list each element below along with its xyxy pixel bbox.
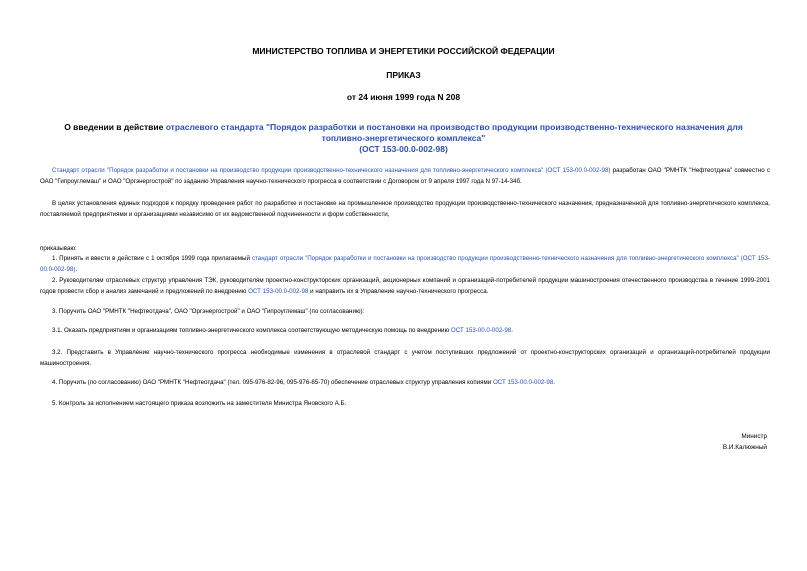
signature-block <box>723 431 767 453</box>
item-3-1-ost-link[interactable]: ОСТ 153-00.0-002-98 <box>450 327 512 334</box>
item-4-end: . <box>553 379 556 386</box>
paragraph-standard-rest: разработан ОАО "РМНТК "Нефтеотдача" совместно с ОАО "Гипроуглемаш" и ОАО "Оргэнергострой" по заданию Управления научно-технического прогресса в соответствии с Договором от 9 апреля 1997 года N 97-14-34б. <box>40 167 770 185</box>
item-2-end: и направить их в Управление научно-технического прогресса. <box>308 287 489 295</box>
date-number-heading: от 24 июня 1999 года N 208 <box>346 92 461 102</box>
item-1-standard-link[interactable]: стандарт отрасли "Порядок разработки и постановки на производство продукции производственно-технического назначения для топливно-энергетического комплекса" (ОСТ 153-00.0-002-98) <box>40 255 771 273</box>
item-4-text: 4. Поручить (по согласованию) ОАО "РМНТК "Нефтеотдача" (тел. 095-976-82-96, 095-976-85-70) обеспечение отраслевых структур управления копиями <box>52 379 493 386</box>
item-3-1-end: . <box>511 327 513 334</box>
item-1 <box>40 254 770 275</box>
item-5: 5. Контроль за исполнением настоящего приказа возложить на заместителя Министра Яновского А.Б. <box>52 400 347 407</box>
item-4-ost-link[interactable]: ОСТ 153-00.0-002-98 <box>492 379 554 386</box>
title-link-line3[interactable]: (ОСТ 153-00.0-002-98) <box>359 144 448 154</box>
standard-link[interactable]: Стандарт отрасли "Порядок разработки и постановки на производство продукции производственно-технического назначения для топливно-энергетического комплекса" (ОСТ 153-00.0-002-98) <box>52 167 611 174</box>
item-2 <box>40 276 770 297</box>
item-3: 3. Поручить ОАО "РМНТК "Нефтеотдача", ОАО "Оргэнергострой" и ОАО "Гипроуглемаш" (по согласованию): <box>52 308 365 315</box>
paragraph-purpose: В целях установления единых подходов к порядку проведения работ по разработке и постановке на промышленное производство продукции производственно-технического назначения, предназначенной для топливно-энергетического комплекса, поставляемой предприятиями и организациями независимо от их ведомственной подчиненности и форм собственности, <box>40 200 770 218</box>
item-3-1-text: 3.1. Оказать предприятиям и организациям топливно-энергетического комплекса соответствующую методическую помощь по внедрению <box>52 327 451 334</box>
title-link-line2[interactable]: топливно-энергетического комплекса" <box>321 133 486 143</box>
item-1-end: . <box>75 265 78 273</box>
signature-name: В.И.Калюжный <box>722 444 767 451</box>
item-2-text: 2. Руководителям отраслевых структур управления ТЭК, руководителям проектно-конструкторских организаций, акционерных компаний и организаций-потребителей продукции машиностроения отечественного производства в течение 1999-2001 годов провести сбор и анализ замечаний и предложений по внедрению <box>40 277 770 295</box>
item-2-ost-link[interactable]: ОСТ 153-00.0-002-98 <box>248 287 309 295</box>
title-prefix: О введении в действие <box>64 122 166 132</box>
ministry-heading: МИНИСТЕРСТВО ТОПЛИВА И ЭНЕРГЕТИКИ РОССИЙСКОЙ ФЕДЕРАЦИИ <box>252 46 555 56</box>
item-3-2: 3.2. Представить в Управление научно-технического прогресса необходимые изменения в отраслевой стандарт с учетом поступивших предложений от проектно-конструкторских организаций и организаций-потребителей продукции машиностроения. <box>40 349 770 367</box>
paragraph-standard-info <box>40 166 770 187</box>
item-3-1 <box>40 326 770 337</box>
document-title <box>40 122 767 155</box>
item-1-text: 1. Принять и ввести в действие с 1 октября 1999 года прилагаемый <box>52 255 252 262</box>
signature-position: Министр <box>741 433 767 440</box>
title-link-line1[interactable]: отраслевого стандарта "Порядок разработки и постановки на производство продукции производственно-технического назначения для <box>165 122 743 132</box>
item-4 <box>40 378 770 389</box>
order-heading: ПРИКАЗ <box>386 70 421 80</box>
order-word: приказываю: <box>40 245 77 252</box>
